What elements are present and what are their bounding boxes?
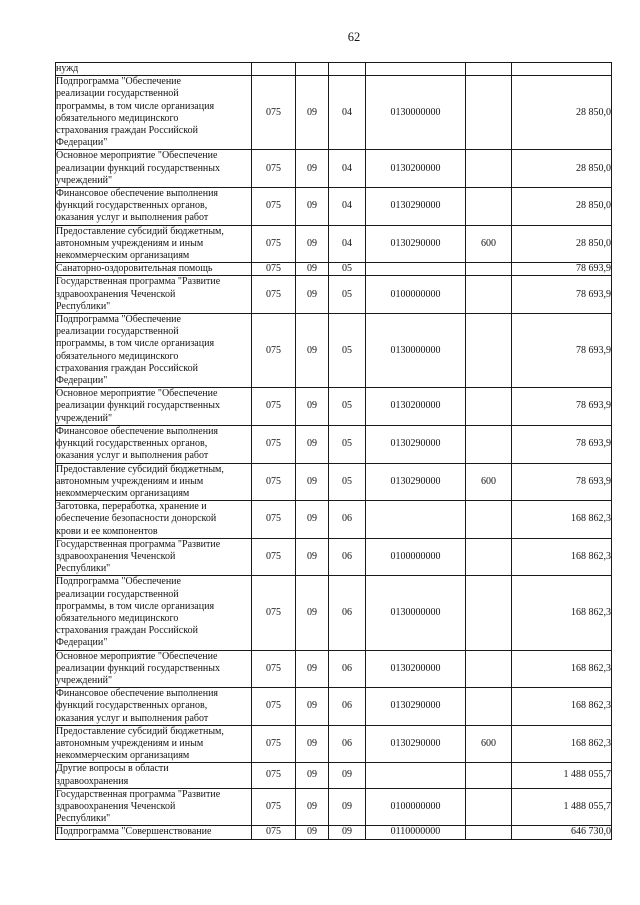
target-article-cell: 0130290000 <box>366 425 466 463</box>
item-name-line: Республики" <box>56 563 111 575</box>
item-name-line: Подпрограмма "Обеспечение <box>56 314 181 326</box>
subsection-cell: 05 <box>329 263 366 276</box>
admin-code-cell: 075 <box>252 225 296 263</box>
subsection-cell: 06 <box>329 501 366 539</box>
amount-cell: 168 862,3 <box>512 725 612 763</box>
subsection-cell: 04 <box>329 150 366 188</box>
item-name-line: учреждений" <box>56 412 113 424</box>
section-cell: 09 <box>296 150 329 188</box>
section-cell: 09 <box>296 76 329 150</box>
item-name-cell <box>56 826 252 839</box>
expense-type-cell: 600 <box>466 225 512 263</box>
admin-code-cell: 075 <box>252 150 296 188</box>
amount-cell: 28 850,0 <box>512 150 612 188</box>
section-cell <box>296 63 329 76</box>
item-name-cell <box>56 263 252 276</box>
table-row <box>56 763 612 788</box>
expense-type-cell <box>466 425 512 463</box>
target-article-cell: 0130000000 <box>366 576 466 650</box>
item-name-line: нужд <box>56 63 79 74</box>
item-name-cell <box>56 276 252 314</box>
item-name-line: программы, в том числе организация <box>56 600 215 612</box>
table-row <box>56 788 612 826</box>
item-name-cell <box>56 463 252 501</box>
item-name-cell <box>56 788 252 826</box>
item-name-line: страхования граждан Российской <box>56 125 198 137</box>
item-name-line: Другие вопросы в области <box>56 763 169 775</box>
item-name-line: Финансовое обеспечение выполнения <box>56 188 219 200</box>
item-name-cell <box>56 188 252 226</box>
section-cell: 09 <box>296 425 329 463</box>
item-name-line: оказания услуг и выполнения работ <box>56 450 209 462</box>
item-name-line: Санаторно-оздоровительная помощь <box>56 263 213 275</box>
section-cell: 09 <box>296 650 329 688</box>
admin-code-cell: 075 <box>252 314 296 388</box>
expense-type-cell <box>466 76 512 150</box>
item-name-line: реализации функций государственных <box>56 662 221 674</box>
table-row <box>56 263 612 276</box>
item-name-line: здравоохранения <box>56 775 129 787</box>
amount-cell: 78 693,9 <box>512 314 612 388</box>
item-name-line: реализации государственной <box>56 326 179 338</box>
section-cell: 09 <box>296 763 329 788</box>
budget-table <box>55 62 612 840</box>
target-article-cell: 0130290000 <box>366 188 466 226</box>
amount-cell: 78 693,9 <box>512 276 612 314</box>
subsection-cell: 06 <box>329 725 366 763</box>
amount-cell: 168 862,3 <box>512 501 612 539</box>
amount-cell <box>512 63 612 76</box>
item-name-line: Государственная программа "Развитие <box>56 276 221 288</box>
amount-cell: 1 488 055,7 <box>512 788 612 826</box>
amount-cell: 168 862,3 <box>512 650 612 688</box>
item-name-line: Подпрограмма "Обеспечение <box>56 576 181 588</box>
table-row <box>56 388 612 426</box>
section-cell: 09 <box>296 688 329 726</box>
table-row <box>56 150 612 188</box>
expense-type-cell <box>466 650 512 688</box>
section-cell: 09 <box>296 314 329 388</box>
subsection-cell: 09 <box>329 826 366 839</box>
item-name-line: функций государственных органов, <box>56 700 208 712</box>
item-name-line: страхования граждан Российской <box>56 362 198 374</box>
admin-code-cell: 075 <box>252 788 296 826</box>
item-name-cell <box>56 576 252 650</box>
expense-type-cell <box>466 276 512 314</box>
admin-code-cell: 075 <box>252 826 296 839</box>
table-row <box>56 188 612 226</box>
table-row <box>56 76 612 150</box>
amount-cell: 168 862,3 <box>512 688 612 726</box>
subsection-cell: 04 <box>329 225 366 263</box>
subsection-cell: 05 <box>329 276 366 314</box>
item-name-line: реализации государственной <box>56 88 179 100</box>
item-name-line: Республики" <box>56 300 111 312</box>
item-name-cell <box>56 388 252 426</box>
item-name-line: Федерации" <box>56 137 108 149</box>
expense-type-cell <box>466 826 512 839</box>
section-cell: 09 <box>296 276 329 314</box>
expense-type-cell <box>466 538 512 576</box>
item-name-line: страхования граждан Российской <box>56 625 198 637</box>
admin-code-cell: 075 <box>252 650 296 688</box>
target-article-cell: 0130290000 <box>366 725 466 763</box>
item-name-line: Основное мероприятие "Обеспечение <box>56 388 218 400</box>
expense-type-cell <box>466 63 512 76</box>
section-cell: 09 <box>296 388 329 426</box>
item-name-line: реализации государственной <box>56 588 179 600</box>
admin-code-cell: 075 <box>252 76 296 150</box>
item-name-line: реализации функций государственных <box>56 400 221 412</box>
expense-type-cell: 600 <box>466 725 512 763</box>
item-name-line: Предоставление субсидий бюджетным, <box>56 225 224 237</box>
subsection-cell: 04 <box>329 76 366 150</box>
table-row <box>56 650 612 688</box>
admin-code-cell: 075 <box>252 725 296 763</box>
expense-type-cell <box>466 501 512 539</box>
admin-code-cell: 075 <box>252 276 296 314</box>
table-row <box>56 314 612 388</box>
admin-code-cell: 075 <box>252 688 296 726</box>
table-row <box>56 225 612 263</box>
admin-code-cell: 075 <box>252 763 296 788</box>
item-name-line: некоммерческим организациям <box>56 250 190 262</box>
item-name-line: Финансовое обеспечение выполнения <box>56 688 219 700</box>
table-row <box>56 425 612 463</box>
table-row <box>56 63 612 76</box>
item-name-line: Подпрограмма "Совершенствование <box>56 826 212 838</box>
target-article-cell: 0100000000 <box>366 788 466 826</box>
item-name-cell <box>56 501 252 539</box>
item-name-line: учреждений" <box>56 174 113 186</box>
amount-cell: 646 730,0 <box>512 826 612 839</box>
target-article-cell: 0130290000 <box>366 688 466 726</box>
admin-code-cell: 075 <box>252 538 296 576</box>
subsection-cell: 05 <box>329 425 366 463</box>
target-article-cell: 0130290000 <box>366 463 466 501</box>
amount-cell: 28 850,0 <box>512 225 612 263</box>
section-cell: 09 <box>296 263 329 276</box>
amount-cell: 28 850,0 <box>512 188 612 226</box>
subsection-cell: 06 <box>329 538 366 576</box>
item-name-line: Республики" <box>56 813 111 825</box>
item-name-line: оказания услуг и выполнения работ <box>56 712 209 724</box>
admin-code-cell: 075 <box>252 501 296 539</box>
item-name-line: Предоставление субсидий бюджетным, <box>56 463 224 475</box>
target-article-cell: 0130200000 <box>366 150 466 188</box>
subsection-cell: 09 <box>329 763 366 788</box>
item-name-cell <box>56 650 252 688</box>
item-name-line: Федерации" <box>56 637 108 649</box>
amount-cell: 78 693,9 <box>512 463 612 501</box>
subsection-cell: 09 <box>329 788 366 826</box>
target-article-cell: 0100000000 <box>366 538 466 576</box>
item-name-line: Государственная программа "Развитие <box>56 788 221 800</box>
expense-type-cell <box>466 314 512 388</box>
section-cell: 09 <box>296 501 329 539</box>
item-name-line: Финансовое обеспечение выполнения <box>56 425 219 437</box>
item-name-line: некоммерческим организациям <box>56 487 190 499</box>
section-cell: 09 <box>296 538 329 576</box>
subsection-cell: 05 <box>329 463 366 501</box>
item-name-cell <box>56 425 252 463</box>
item-name-line: Заготовка, переработка, хранение и <box>56 501 207 513</box>
item-name-cell <box>56 225 252 263</box>
item-name-line: обязательного медицинского <box>56 350 179 362</box>
item-name-line: автономным учреждениям и иным <box>56 237 204 249</box>
table-row <box>56 576 612 650</box>
admin-code-cell: 075 <box>252 263 296 276</box>
target-article-cell: 0100000000 <box>366 276 466 314</box>
item-name-line: Подпрограмма "Обеспечение <box>56 76 181 88</box>
target-article-cell: 0110000000 <box>366 826 466 839</box>
item-name-line: функций государственных органов, <box>56 200 208 212</box>
section-cell: 09 <box>296 225 329 263</box>
item-name-line: программы, в том числе организация <box>56 100 215 112</box>
table-row <box>56 276 612 314</box>
table-row <box>56 501 612 539</box>
subsection-cell: 06 <box>329 576 366 650</box>
item-name-line: Предоставление субсидий бюджетным, <box>56 725 224 737</box>
item-name-line: Федерации" <box>56 375 108 387</box>
amount-cell: 78 693,9 <box>512 388 612 426</box>
budget-table-body <box>56 63 612 840</box>
target-article-cell <box>366 263 466 276</box>
target-article-cell <box>366 63 466 76</box>
target-article-cell: 0130290000 <box>366 225 466 263</box>
item-name-line: учреждений" <box>56 674 113 686</box>
item-name-line: крови и ее компонентов <box>56 525 158 537</box>
section-cell: 09 <box>296 576 329 650</box>
section-cell: 09 <box>296 788 329 826</box>
item-name-line: Основное мероприятие "Обеспечение <box>56 650 218 662</box>
item-name-line: обязательного медицинского <box>56 612 179 624</box>
amount-cell: 168 862,3 <box>512 576 612 650</box>
section-cell: 09 <box>296 725 329 763</box>
expense-type-cell <box>466 388 512 426</box>
expense-type-cell <box>466 263 512 276</box>
amount-cell: 1 488 055,7 <box>512 763 612 788</box>
subsection-cell: 05 <box>329 314 366 388</box>
target-article-cell <box>366 501 466 539</box>
expense-type-cell: 600 <box>466 463 512 501</box>
item-name-line: здравоохранения Чеченской <box>56 550 176 562</box>
item-name-line: автономным учреждениям и иным <box>56 475 204 487</box>
amount-cell: 168 862,3 <box>512 538 612 576</box>
item-name-line: Основное мероприятие "Обеспечение <box>56 150 218 162</box>
admin-code-cell: 075 <box>252 425 296 463</box>
admin-code-cell: 075 <box>252 576 296 650</box>
expense-type-cell <box>466 150 512 188</box>
amount-cell: 78 693,9 <box>512 263 612 276</box>
item-name-cell <box>56 314 252 388</box>
item-name-cell <box>56 725 252 763</box>
table-row <box>56 725 612 763</box>
item-name-line: программы, в том числе организация <box>56 338 215 350</box>
section-cell: 09 <box>296 188 329 226</box>
admin-code-cell: 075 <box>252 188 296 226</box>
table-row <box>56 826 612 839</box>
item-name-cell <box>56 63 252 76</box>
target-article-cell: 0130200000 <box>366 650 466 688</box>
item-name-line: здравоохранения Чеченской <box>56 800 176 812</box>
amount-cell: 78 693,9 <box>512 425 612 463</box>
target-article-cell: 0130000000 <box>366 76 466 150</box>
section-cell: 09 <box>296 826 329 839</box>
item-name-cell <box>56 763 252 788</box>
table-row <box>56 688 612 726</box>
admin-code-cell: 075 <box>252 388 296 426</box>
table-row <box>56 538 612 576</box>
item-name-line: некоммерческим организациям <box>56 750 190 762</box>
subsection-cell <box>329 63 366 76</box>
amount-cell: 28 850,0 <box>512 76 612 150</box>
subsection-cell: 06 <box>329 688 366 726</box>
admin-code-cell <box>252 63 296 76</box>
section-cell: 09 <box>296 463 329 501</box>
item-name-line: реализации функций государственных <box>56 162 221 174</box>
page-number: 62 <box>347 30 361 44</box>
target-article-cell: 0130200000 <box>366 388 466 426</box>
item-name-cell <box>56 76 252 150</box>
item-name-cell <box>56 150 252 188</box>
expense-type-cell <box>466 763 512 788</box>
target-article-cell <box>366 763 466 788</box>
item-name-line: оказания услуг и выполнения работ <box>56 212 209 224</box>
admin-code-cell: 075 <box>252 463 296 501</box>
item-name-line: обеспечение безопасности донорской <box>56 513 217 525</box>
subsection-cell: 04 <box>329 188 366 226</box>
subsection-cell: 06 <box>329 650 366 688</box>
item-name-line: здравоохранения Чеченской <box>56 288 176 300</box>
item-name-line: Государственная программа "Развитие <box>56 538 221 550</box>
item-name-line: автономным учреждениям и иным <box>56 737 204 749</box>
expense-type-cell <box>466 576 512 650</box>
expense-type-cell <box>466 688 512 726</box>
item-name-line: функций государственных органов, <box>56 438 208 450</box>
item-name-cell <box>56 688 252 726</box>
table-row <box>56 463 612 501</box>
expense-type-cell <box>466 188 512 226</box>
target-article-cell: 0130000000 <box>366 314 466 388</box>
expense-type-cell <box>466 788 512 826</box>
item-name-line: обязательного медицинского <box>56 112 179 124</box>
item-name-cell <box>56 538 252 576</box>
subsection-cell: 05 <box>329 388 366 426</box>
